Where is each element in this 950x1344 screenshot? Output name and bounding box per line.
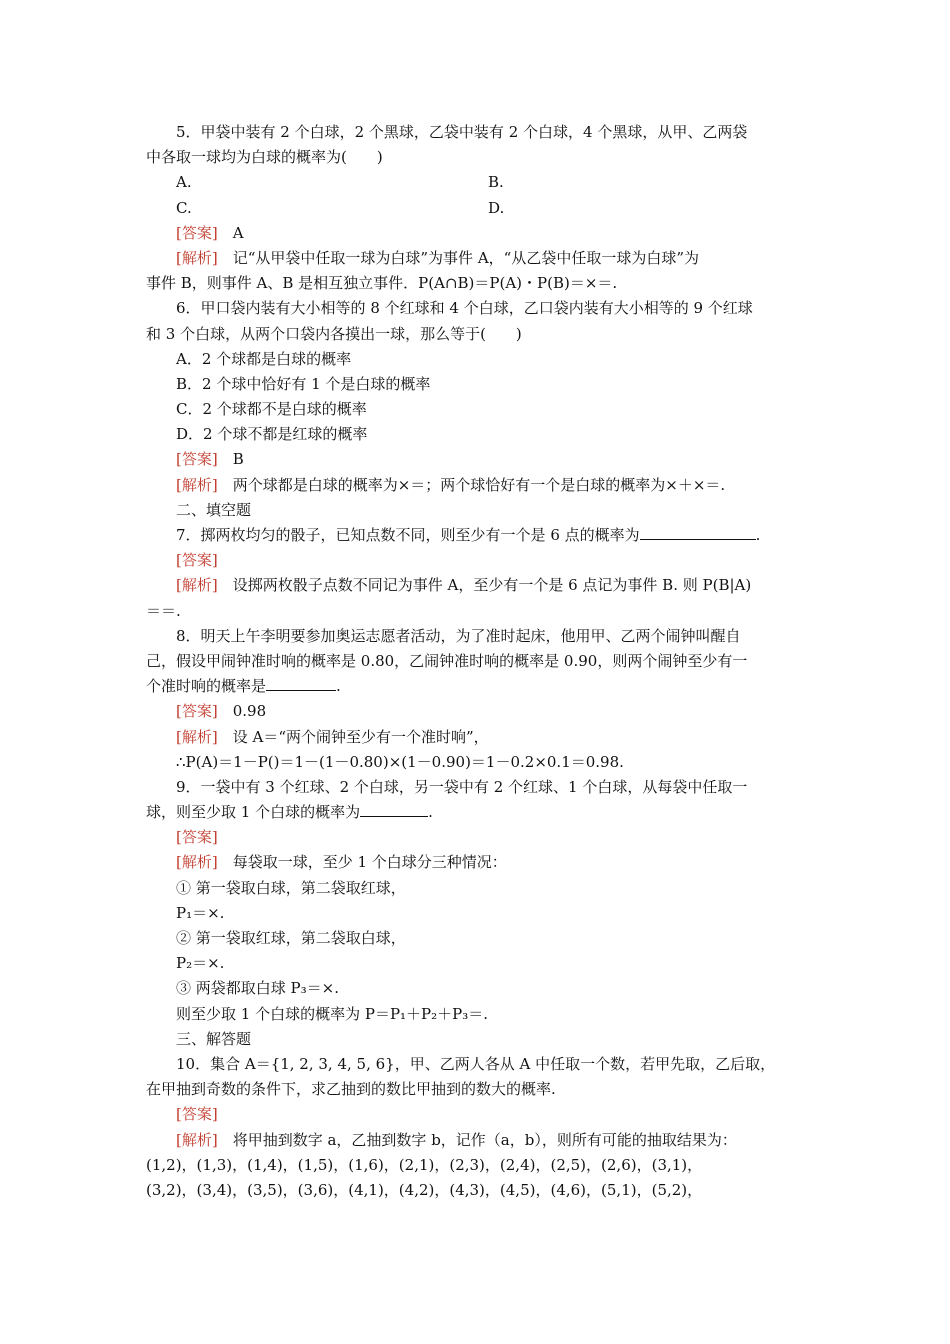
q8-stem-line3 bbox=[146, 674, 811, 699]
q5-stem-line1: 5．甲袋中装有 2 个白球，2 个黑球，乙袋中装有 2 个白球，4 个黑球，从甲、乙两袋 bbox=[176, 123, 748, 141]
q5-analysis-line1 bbox=[146, 246, 811, 271]
q5-stem-line2: 中各取一球均为白球的概率为( ) bbox=[146, 148, 383, 167]
q5-option-b: B. bbox=[488, 173, 504, 192]
q5-analysis-text1: 记“从甲袋中任取一球为白球”为事件 A，“从乙袋中任取一球为白球”为 bbox=[217, 248, 699, 267]
analysis-tag: [解析] bbox=[176, 1130, 218, 1149]
analysis-tag: [解析] bbox=[176, 248, 218, 267]
q10-analysis-text1: 将甲抽到数字 a，乙抽到数字 b，记作（a，b），则所有可能的抽取结果为： bbox=[217, 1130, 737, 1149]
analysis-tag: [解析] bbox=[176, 727, 218, 746]
q8-stem-line1: 8．明天上午李明要参加奥运志愿者活动，为了准时起床，他用甲、乙两个闹钟叫醒自 bbox=[176, 626, 741, 645]
answer-tag: [答案] bbox=[176, 450, 218, 469]
section-heading-solutions: 三、解答题 bbox=[176, 1029, 252, 1048]
q5-analysis-line2: 事件 B，则事件 A、B 是相互独立事件．P(A∩B)＝P(A)・P(B)＝×＝. bbox=[146, 274, 618, 293]
q5-option-a: A. bbox=[176, 173, 192, 192]
answer-tag: [答案] bbox=[176, 551, 218, 570]
q8-answer bbox=[146, 699, 811, 724]
analysis-tag: [解析] bbox=[176, 576, 218, 595]
q5-options-row1 bbox=[146, 170, 811, 195]
q9-total: 则至少取 1 个白球的概率为 P＝P₁＋P₂＋P₃＝. bbox=[176, 1004, 489, 1023]
q7-stem-end: . bbox=[755, 526, 761, 544]
q8-analysis-line1 bbox=[146, 725, 811, 750]
q9-answer bbox=[146, 825, 811, 850]
q5-answer bbox=[146, 221, 811, 246]
q8-stem-text3: 个准时响的概率是 bbox=[146, 677, 267, 696]
q7-answer-blank bbox=[640, 523, 756, 540]
q6-analysis-text1: 两个球都是白球的概率为×＝；两个球恰好有一个是白球的概率为×＋×＝. bbox=[217, 475, 726, 494]
q6-answer bbox=[146, 447, 811, 472]
answer-tag: [答案] bbox=[176, 702, 218, 721]
q10-stem-line2: 在甲抽到奇数的条件下，求乙抽到的数比甲抽到的数大的概率. bbox=[146, 1080, 556, 1099]
q8-stem-line2: 己，假设甲闹钟准时响的概率是 0.80，乙闹钟准时响的概率是 0.90，则两个闹钟至少有一 bbox=[146, 651, 748, 670]
q10-analysis-line3: (3,2)，(3,4)，(3,5)，(3,6)，(4,1)，(4,2)，(4,3)，(4,5)，(4,6)，(5,1)，(5,2)， bbox=[146, 1180, 703, 1199]
answer-tag: [答案] bbox=[176, 223, 218, 242]
q6-option-a: A．2 个球都是白球的概率 bbox=[176, 349, 352, 368]
q6-answer-value: B bbox=[217, 450, 244, 469]
q5-options-row2 bbox=[146, 196, 811, 221]
q9-stem-line2 bbox=[146, 800, 811, 825]
q5-option-d: D. bbox=[488, 198, 505, 217]
q5-answer-value: A bbox=[217, 223, 244, 242]
q8-analysis-line2: ∴P(A)＝1－P()＝1－(1－0.80)×(1－0.90)＝1－0.2×0.1＝0.98. bbox=[176, 752, 624, 771]
q9-analysis-text1: 每袋取一球，至少 1 个白球分三种情况： bbox=[217, 853, 507, 872]
q5-option-c: C. bbox=[176, 198, 192, 217]
q9-answer-blank bbox=[360, 800, 428, 817]
analysis-tag: [解析] bbox=[176, 475, 218, 494]
q7-stem-line1 bbox=[146, 523, 811, 548]
q8-analysis-text1: 设 A＝“两个闹钟至少有一个准时响”， bbox=[217, 727, 489, 746]
q10-stem-line1: 10．集合 A＝{1, 2, 3, 4, 5, 6}，甲、乙两人各从 A 中任取一个数，若甲先取，乙后取， bbox=[176, 1054, 776, 1073]
q9-stem-end: . bbox=[428, 803, 433, 822]
q8-answer-value: 0.98 bbox=[217, 702, 267, 721]
q10-analysis-line1 bbox=[146, 1128, 811, 1153]
q9-case2: ② 第一袋取红球，第二袋取白球， bbox=[176, 929, 406, 947]
q9-analysis-line1 bbox=[146, 850, 811, 875]
q7-analysis-text1: 设掷两枚骰子点数不同记为事件 A，至少有一个是 6 点记为事件 B. 则 P(B|A) bbox=[217, 576, 752, 595]
q7-answer bbox=[146, 548, 811, 573]
q6-stem-line2: 和 3 个白球，从两个口袋内各摸出一球，那么等于( ) bbox=[146, 324, 522, 343]
q7-analysis-line2: ＝＝. bbox=[146, 601, 181, 620]
q8-answer-blank bbox=[266, 674, 336, 691]
q6-analysis-line1 bbox=[146, 473, 811, 498]
answer-tag: [答案] bbox=[176, 828, 218, 847]
answer-tag: [答案] bbox=[176, 1105, 218, 1124]
q9-case1: ① 第一袋取白球，第二袋取红球， bbox=[176, 878, 406, 897]
q6-option-b: B．2 个球中恰好有 1 个是白球的概率 bbox=[176, 374, 431, 393]
q6-option-d: D．2 个球不都是红球的概率 bbox=[176, 425, 368, 444]
section-heading-fill-in: 二、填空题 bbox=[176, 500, 252, 519]
q10-analysis-line2: (1,2)，(1,3)，(1,4)，(1,5)，(1,6)，(2,1)，(2,3)，(2,4)，(2,5)，(2,6)，(3,1)， bbox=[146, 1155, 703, 1174]
q9-stem-line1: 9．一袋中有 3 个红球、2 个白球，另一袋中有 2 个红球、1 个白球，从每袋中任取一 bbox=[176, 777, 748, 796]
q7-stem-text: 7．掷两枚均匀的骰子，已知点数不同，则至少有一个是 6 点的概率为 bbox=[176, 526, 640, 544]
q9-p2: P₂＝×. bbox=[176, 954, 225, 973]
q6-stem-line1: 6．甲口袋内装有大小相等的 8 个红球和 4 个白球，乙口袋内装有大小相等的 9 个红球 bbox=[176, 299, 753, 318]
q9-stem-text2: 球，则至少取 1 个白球的概率为 bbox=[146, 803, 361, 822]
q8-stem-end: . bbox=[336, 677, 341, 696]
analysis-tag: [解析] bbox=[176, 853, 218, 872]
q6-option-c: C．2 个球都不是白球的概率 bbox=[176, 400, 367, 419]
q10-answer bbox=[146, 1102, 811, 1127]
q7-analysis-line1 bbox=[146, 573, 811, 598]
q9-case3: ③ 两袋都取白球 P₃＝×. bbox=[176, 979, 339, 998]
document-page bbox=[146, 120, 811, 1203]
q9-p1: P₁＝×. bbox=[176, 903, 225, 922]
